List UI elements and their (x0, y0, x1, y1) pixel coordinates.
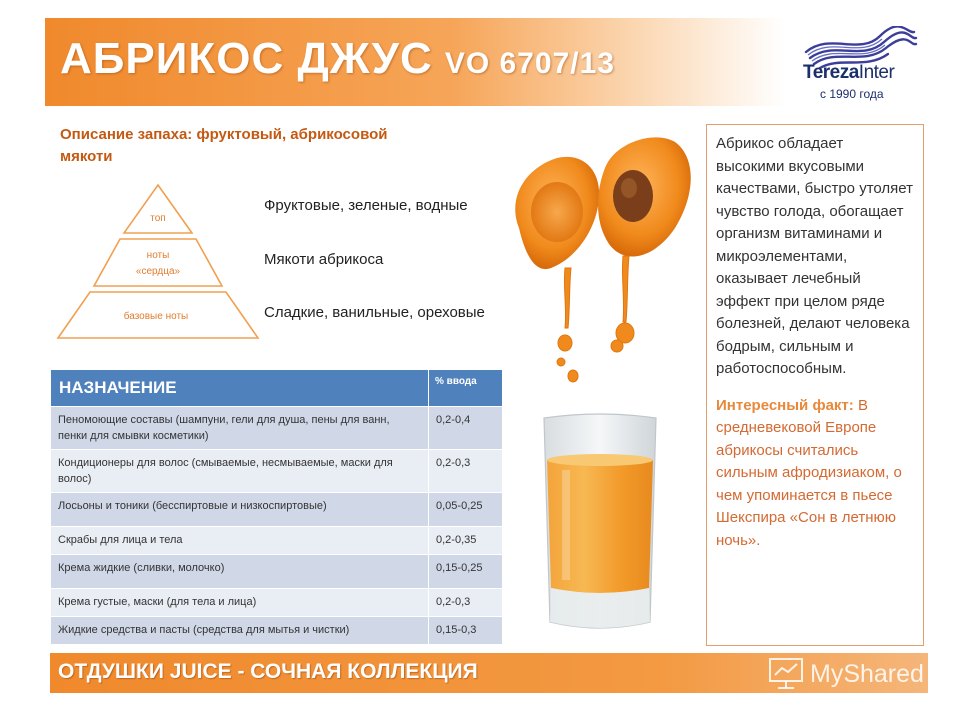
table-row (51, 589, 503, 617)
table-row (51, 527, 503, 555)
footer-title: ОТДУШКИ JUICE - СОЧНАЯ КОЛЛЕКЦИЯ (58, 660, 478, 683)
pyramid-top-label: топ (150, 213, 166, 224)
pyramid-heart-label-line1: ноты (146, 250, 170, 261)
logo-name-part2: Inter (858, 62, 895, 83)
table-row (51, 493, 503, 527)
row-purpose: Крема густые, маски (для тела и лица) (51, 589, 429, 617)
row-percent: 0,05-0,25 (429, 493, 503, 527)
row-purpose: Крема жидкие (сливки, молочко) (51, 555, 429, 589)
logo-since: с 1990 года (820, 87, 884, 101)
pyramid-base-label: базовые ноты (123, 311, 189, 322)
fact-label: Интересный факт: (716, 396, 854, 414)
header-purpose: НАЗНАЧЕНИЕ (51, 370, 429, 407)
row-purpose: Жидкие средства и пасты (средства для мытья и чистки) (51, 617, 429, 645)
heart-notes: Мякоти абрикоса (264, 251, 384, 268)
row-percent: 0,2-0,35 (429, 527, 503, 555)
table-row (51, 617, 503, 645)
fact-text: В средневековой Европе абрикосы считались сильным афродизиаком, о чем упоминается в пьесе Шекспира «Сон в летнюю ночь». (716, 396, 902, 549)
fact-paragraph (716, 395, 914, 553)
base-notes: Сладкие, ванильные, ореховые (264, 304, 485, 321)
usage-table (50, 369, 503, 645)
table-row (51, 407, 503, 450)
row-percent: 0,15-0,25 (429, 555, 503, 589)
info-paragraph: Абрикос обладает высокими вкусовыми качествами, быстро утоляет чувство голода, обогащает организм витаминами и микроэлементами, оказывает лечебный эффект при целом ряде болезней, делают человека бодрым, сильным и работоспособным. (716, 135, 913, 377)
apricot-illustration (505, 128, 705, 390)
logo-name-part1: Tereza (803, 62, 859, 83)
info-box (706, 124, 924, 646)
watermark-text: MyShared (810, 660, 924, 688)
row-purpose: Лосьоны и тоники (бесспиртовые и низкоспиртовые) (51, 493, 429, 527)
presentation-icon (766, 656, 806, 690)
row-purpose: Пеномоющие составы (шампуни, гели для душа, пены для ванн, пенки для смывки косметики) (51, 407, 429, 450)
table-row (51, 450, 503, 493)
row-percent: 0,15-0,3 (429, 617, 503, 645)
table-header-row (51, 370, 503, 407)
pyramid-heart-label-line2: «сердца» (135, 266, 181, 277)
row-percent: 0,2-0,3 (429, 589, 503, 617)
table-row (51, 555, 503, 589)
row-percent: 0,2-0,4 (429, 407, 503, 450)
pyramid-heart-label (108, 248, 208, 280)
logo-name (803, 62, 894, 84)
row-percent: 0,2-0,3 (429, 450, 503, 493)
page-title (60, 34, 615, 84)
juice-glass-illustration (540, 412, 660, 638)
scent-description: Описание запаха: фруктовый, абрикосовой мякоти (60, 126, 388, 165)
title-code: VO 6707/13 (444, 47, 615, 80)
apricot-pit-cavity (531, 182, 583, 242)
top-notes: Фруктовые, зеленые, водные (264, 197, 468, 214)
header-percent: % ввода (429, 370, 503, 407)
row-purpose: Скрабы для лица и тела (51, 527, 429, 555)
title-name: АБРИКОС ДЖУС (60, 34, 433, 83)
row-purpose: Кондиционеры для волос (смываемые, несмываемые, маски для волос) (51, 450, 429, 493)
